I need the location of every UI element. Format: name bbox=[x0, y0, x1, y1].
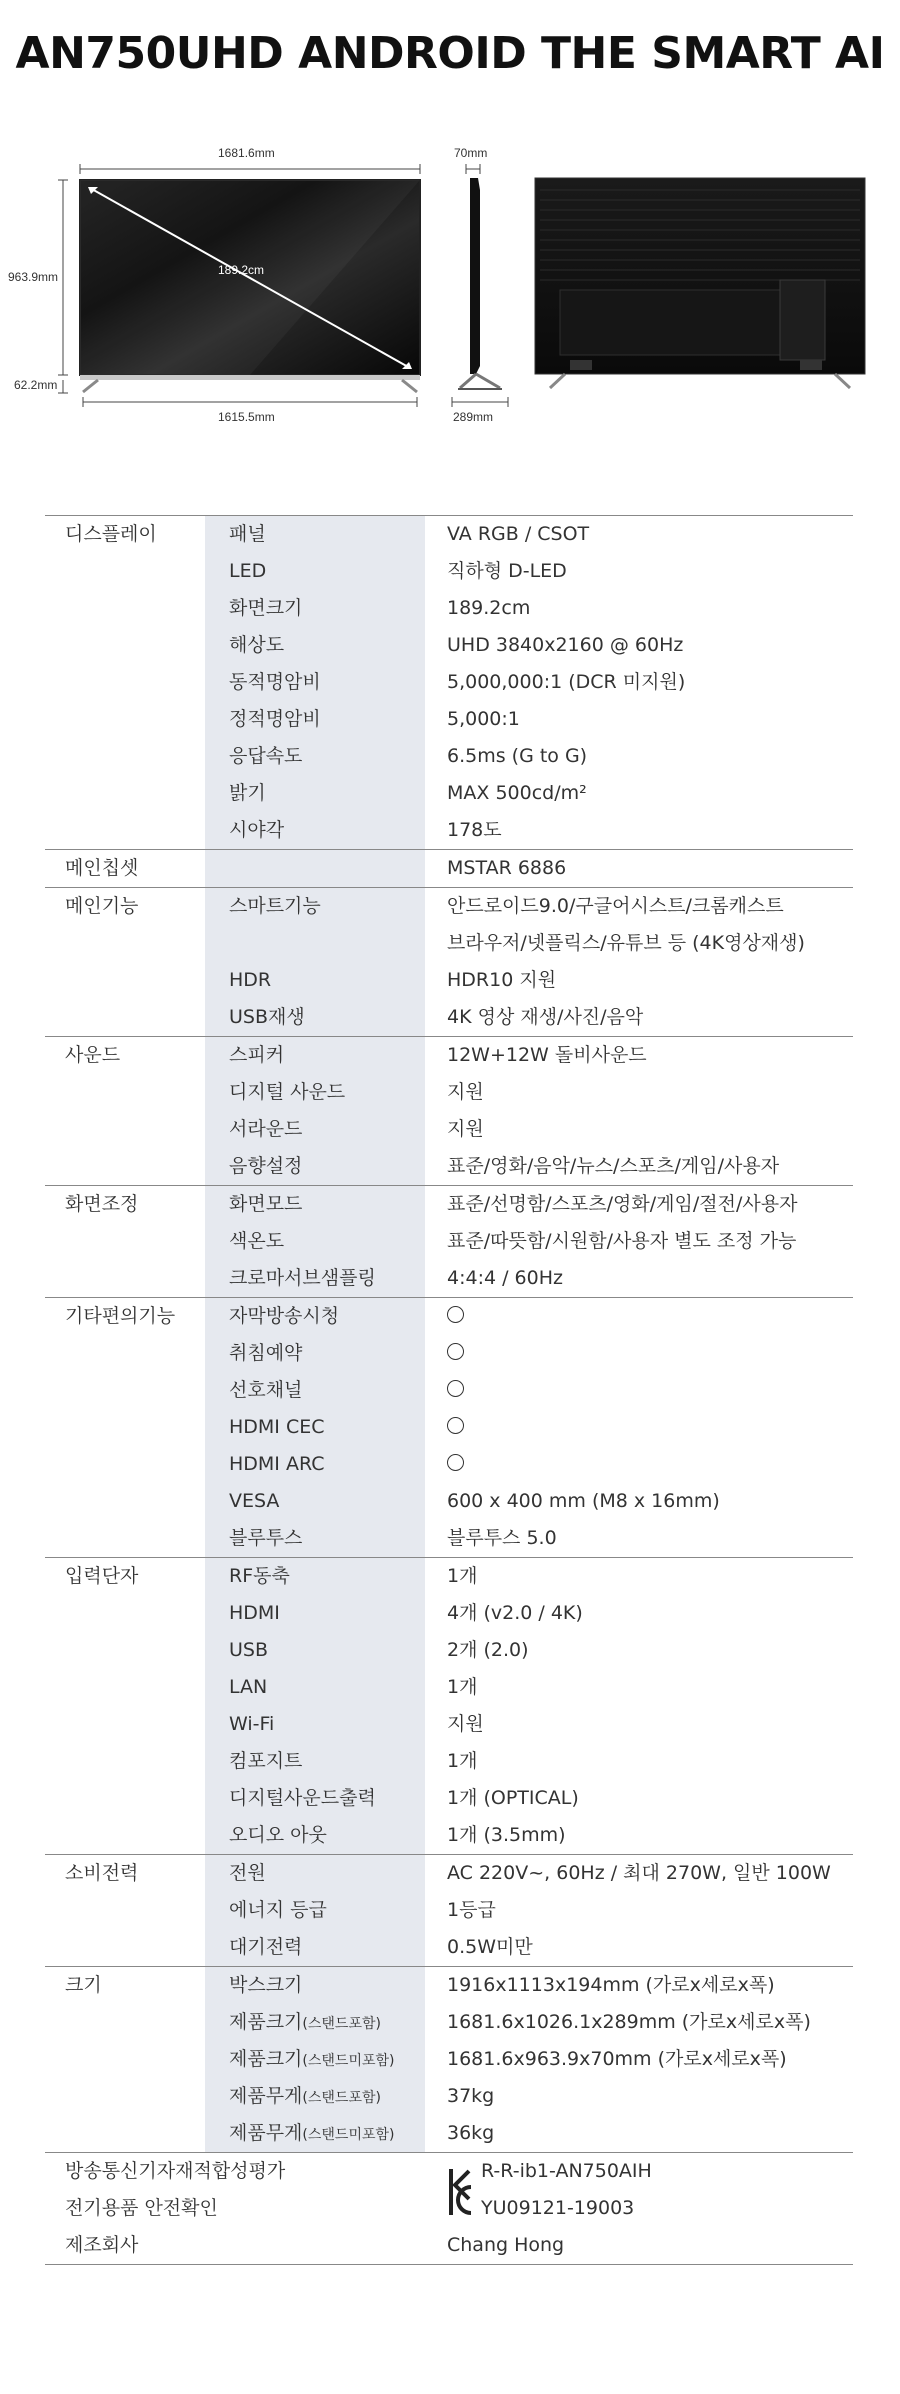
spec-category-label: 디스플레이 bbox=[65, 523, 157, 545]
supported-circle-icon bbox=[447, 1306, 464, 1323]
spec-sub-label: 음향설정 bbox=[229, 1155, 303, 1177]
spec-sub-column bbox=[205, 1558, 425, 1854]
spec-category bbox=[45, 1967, 205, 2152]
spec-sub-label: 밝기 bbox=[229, 782, 266, 804]
spec-sub-label: 정적명암비 bbox=[229, 708, 321, 730]
spec-group bbox=[45, 1854, 853, 1966]
spec-sub-label: 스피커 bbox=[229, 1044, 285, 1066]
spec-sub-note: (스탠드포함) bbox=[302, 2090, 381, 2106]
spec-category bbox=[45, 1855, 205, 1966]
spec-sub-label: 대기전력 bbox=[229, 1936, 303, 1958]
spec-sub-label: Wi-Fi bbox=[229, 1713, 275, 1735]
spec-sub-label: 제품무게(스탠드미포함) bbox=[229, 2122, 395, 2144]
certification-values bbox=[425, 2153, 853, 2264]
spec-sub-label: HDMI ARC bbox=[229, 1453, 325, 1475]
supported-circle-icon bbox=[447, 1380, 464, 1397]
spec-value: 0.5W미만 bbox=[447, 1936, 533, 1958]
spec-value-column bbox=[425, 1037, 853, 1185]
spec-value: VA RGB / CSOT bbox=[447, 523, 590, 545]
spec-category bbox=[45, 850, 205, 887]
spec-group bbox=[45, 1557, 853, 1854]
spec-group bbox=[45, 1297, 853, 1557]
spec-value: 지원 bbox=[447, 1713, 484, 1735]
spec-category-label: 메인칩셋 bbox=[65, 857, 139, 879]
spec-sub-label: 크로마서브샘플링 bbox=[229, 1267, 376, 1289]
spec-sub-column bbox=[205, 1967, 425, 2152]
spec-sub-label: 취침예약 bbox=[229, 1342, 303, 1364]
spec-sub-label: 시야각 bbox=[229, 819, 285, 841]
spec-sub-label: HDMI bbox=[229, 1602, 280, 1624]
spec-sub-label: 디지털사운드출력 bbox=[229, 1787, 376, 1809]
spec-value-column bbox=[425, 1186, 853, 1297]
spec-value-column bbox=[425, 850, 853, 887]
spec-value: 직하형 D-LED bbox=[447, 560, 567, 582]
supported-circle-icon bbox=[447, 1454, 464, 1471]
spec-sub-label: 스마트기능 bbox=[229, 895, 321, 917]
spec-sub-label: 서라운드 bbox=[229, 1118, 303, 1140]
product-dimension-figure bbox=[0, 130, 900, 430]
supported-circle-icon bbox=[447, 1417, 464, 1434]
page-title: AN750UHD ANDROID THE SMART AI bbox=[15, 28, 885, 79]
spec-sub-label bbox=[205, 850, 425, 887]
spec-sub-label: LED bbox=[229, 560, 267, 582]
spec-value: 1개 bbox=[447, 1565, 478, 1587]
spec-sub-column bbox=[205, 1037, 425, 1185]
certification-label: 전기용품 안전확인 bbox=[65, 2197, 218, 2219]
spec-category-label: 소비전력 bbox=[65, 1862, 139, 1884]
spec-sub-note: (스탠드포함) bbox=[302, 2016, 381, 2032]
spec-value-column bbox=[425, 1298, 853, 1557]
spec-value-column bbox=[425, 1855, 853, 1966]
stand-height-label: 62.2mm bbox=[14, 378, 58, 392]
spec-sub-label: 전원 bbox=[229, 1862, 266, 1884]
spec-value: 2개 (2.0) bbox=[447, 1639, 529, 1661]
spec-sub-label: 화면모드 bbox=[229, 1193, 303, 1215]
diagonal-label: 189.2cm bbox=[218, 263, 265, 277]
spec-value bbox=[425, 1446, 853, 1483]
spec-value: 표준/따뜻함/시원함/사용자 별도 조정 가능 bbox=[447, 1230, 797, 1252]
spec-value: 브라우저/넷플릭스/유튜브 등 (4K영상재생) bbox=[447, 932, 805, 954]
spec-group bbox=[45, 515, 853, 849]
certification-value: R-R-ib1-AN750AIH bbox=[481, 2160, 652, 2182]
spec-sub-label: 패널 bbox=[229, 523, 266, 545]
spec-value: 4개 (v2.0 / 4K) bbox=[447, 1602, 583, 1624]
spec-sub-label: 화면크기 bbox=[229, 597, 303, 619]
spec-sub-label bbox=[205, 925, 425, 962]
spec-sub-label: 제품크기(스탠드포함) bbox=[229, 2011, 381, 2033]
spec-sub-label: LAN bbox=[229, 1676, 268, 1698]
spec-sub-label: 오디오 아웃 bbox=[229, 1824, 327, 1846]
certification-labels bbox=[45, 2153, 425, 2264]
spec-value: UHD 3840x2160 @ 60Hz bbox=[447, 634, 684, 656]
spec-value: 1개 bbox=[447, 1750, 478, 1772]
spec-category bbox=[45, 1298, 205, 1557]
spec-sub-column bbox=[205, 516, 425, 849]
spec-sub-label: 에너지 등급 bbox=[229, 1899, 327, 1921]
spec-value: 4:4:4 / 60Hz bbox=[447, 1267, 563, 1289]
spec-value: 1681.6x1026.1x289mm (가로x세로x폭) bbox=[447, 2011, 811, 2033]
stand-width-label: 1615.5mm bbox=[218, 410, 275, 424]
spec-sub-label: 박스크기 bbox=[229, 1974, 303, 1996]
front-width-label: 1681.6mm bbox=[218, 146, 275, 160]
spec-category-label: 메인기능 bbox=[65, 895, 139, 917]
spec-value: 1681.6x963.9x70mm (가로x세로x폭) bbox=[447, 2048, 787, 2070]
spec-value-column bbox=[425, 888, 853, 1036]
spec-sub-label: HDMI CEC bbox=[229, 1416, 325, 1438]
spec-value: HDR10 지원 bbox=[447, 969, 557, 991]
certification-label: 제조회사 bbox=[65, 2234, 139, 2256]
spec-value: 37kg bbox=[447, 2085, 495, 2107]
spec-sub-label: 블루투스 bbox=[229, 1527, 303, 1549]
spec-value: 4K 영상 재생/사진/음악 bbox=[447, 1006, 644, 1028]
spec-group bbox=[45, 1036, 853, 1185]
spec-category bbox=[45, 516, 205, 849]
spec-sub-label: 자막방송시청 bbox=[229, 1305, 340, 1327]
side-view bbox=[452, 164, 508, 407]
spec-category-label: 크기 bbox=[65, 1974, 102, 1996]
spec-sub-column bbox=[205, 888, 425, 1036]
spec-value bbox=[425, 1335, 853, 1372]
spec-value bbox=[425, 1372, 853, 1409]
supported-circle-icon bbox=[447, 1343, 464, 1360]
certification-label: 방송통신기자재적합성평가 bbox=[65, 2160, 286, 2182]
spec-value: AC 220V~, 60Hz / 최대 270W, 일반 100W bbox=[447, 1862, 831, 1884]
certification-group bbox=[45, 2152, 853, 2265]
spec-group bbox=[45, 849, 853, 887]
spec-value: 블루투스 5.0 bbox=[447, 1527, 557, 1549]
spec-sub-label: 동적명암비 bbox=[229, 671, 321, 693]
certification-value: YU09121-19003 bbox=[481, 2197, 635, 2219]
spec-category bbox=[45, 1186, 205, 1297]
back-view bbox=[535, 178, 865, 388]
spec-sub-column bbox=[205, 1855, 425, 1966]
spec-value: 1916x1113x194mm (가로x세로x폭) bbox=[447, 1974, 775, 1996]
spec-category bbox=[45, 888, 205, 1036]
spec-value: 600 x 400 mm (M8 x 16mm) bbox=[447, 1490, 720, 1512]
spec-sub-label: USB재생 bbox=[229, 1006, 305, 1028]
spec-sub-label: 응답속도 bbox=[229, 745, 303, 767]
spec-category-label: 사운드 bbox=[65, 1044, 121, 1066]
spec-value: MAX 500cd/m² bbox=[447, 782, 587, 804]
spec-value: 지원 bbox=[447, 1081, 484, 1103]
spec-category-label: 화면조정 bbox=[65, 1193, 139, 1215]
stand-depth-label: 289mm bbox=[453, 410, 494, 424]
spec-sub-note: (스탠드미포함) bbox=[302, 2127, 395, 2143]
spec-group bbox=[45, 1966, 853, 2152]
spec-value: 표준/선명함/스포츠/영화/게임/절전/사용자 bbox=[447, 1193, 798, 1215]
spec-group bbox=[45, 887, 853, 1036]
spec-value: 1개 (OPTICAL) bbox=[447, 1787, 579, 1809]
front-view bbox=[58, 164, 420, 407]
spec-value: 1개 bbox=[447, 1676, 478, 1698]
spec-value-column bbox=[425, 1967, 853, 2152]
spec-sub-label: 컴포지트 bbox=[229, 1750, 303, 1772]
spec-sub-column bbox=[205, 850, 425, 887]
spec-table bbox=[45, 515, 853, 2265]
spec-category bbox=[45, 1558, 205, 1854]
spec-value: 36kg bbox=[447, 2122, 495, 2144]
spec-value-column bbox=[425, 1558, 853, 1854]
spec-value-column bbox=[425, 516, 853, 849]
front-height-label: 963.9mm bbox=[8, 270, 59, 284]
spec-sub-label: HDR bbox=[229, 969, 272, 991]
spec-value: 12W+12W 돌비사운드 bbox=[447, 1044, 647, 1066]
spec-sub-note: (스탠드미포함) bbox=[302, 2053, 395, 2069]
spec-value: 6.5ms (G to G) bbox=[447, 745, 588, 767]
spec-value: 표준/영화/음악/뉴스/스포츠/게임/사용자 bbox=[447, 1155, 780, 1177]
tv-drawings bbox=[0, 130, 900, 430]
spec-value: 지원 bbox=[447, 1118, 484, 1140]
spec-sub-column bbox=[205, 1298, 425, 1557]
spec-group bbox=[45, 1185, 853, 1297]
spec-sub-label: 제품크기(스탠드미포함) bbox=[229, 2048, 395, 2070]
spec-sub-label: 선호채널 bbox=[229, 1379, 303, 1401]
spec-value bbox=[425, 1298, 853, 1335]
spec-sub-label: 색온도 bbox=[229, 1230, 285, 1252]
certification-value: Chang Hong bbox=[447, 2234, 565, 2256]
spec-value: 1개 (3.5mm) bbox=[447, 1824, 566, 1846]
side-depth-label: 70mm bbox=[454, 146, 488, 160]
spec-sub-label: RF동축 bbox=[229, 1565, 290, 1587]
spec-sub-label: 디지털 사운드 bbox=[229, 1081, 346, 1103]
spec-value: 189.2cm bbox=[447, 597, 531, 619]
spec-value: 5,000,000:1 (DCR 미지원) bbox=[447, 671, 686, 693]
spec-sub-label: USB bbox=[229, 1639, 269, 1661]
spec-value: 178도 bbox=[447, 819, 502, 841]
spec-category bbox=[45, 1037, 205, 1185]
spec-sub-label: 제품무게(스탠드포함) bbox=[229, 2085, 381, 2107]
spec-sub-label: 해상도 bbox=[229, 634, 285, 656]
spec-value: 5,000:1 bbox=[447, 708, 520, 730]
spec-sub-label: VESA bbox=[229, 1490, 280, 1512]
spec-value: 안드로이드9.0/구글어시스트/크롬캐스트 bbox=[447, 895, 784, 917]
spec-value: 1등급 bbox=[447, 1899, 496, 1921]
spec-value: MSTAR 6886 bbox=[447, 857, 567, 879]
spec-category-label: 입력단자 bbox=[65, 1565, 139, 1587]
spec-category-label: 기타편의기능 bbox=[65, 1305, 176, 1327]
kc-certification-icon bbox=[445, 2165, 475, 2219]
spec-value bbox=[425, 1409, 853, 1446]
spec-sub-column bbox=[205, 1186, 425, 1297]
